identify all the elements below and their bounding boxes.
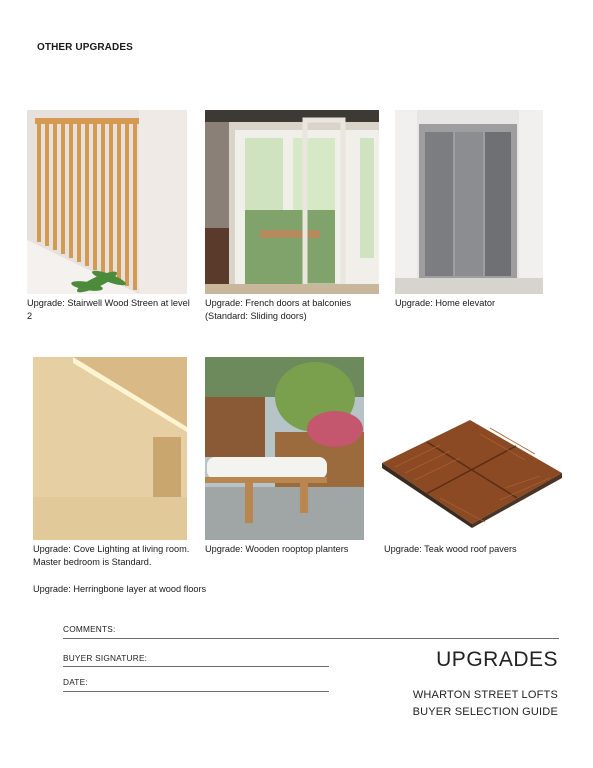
french-doors-photo	[205, 110, 379, 294]
rooftop-planters-photo	[205, 357, 364, 540]
caption-cove-lighting: Upgrade: Cove Lighting at living room. Master bedroom is Standard.	[33, 544, 190, 567]
caption-teak-pavers: Upgrade: Teak wood roof pavers	[384, 544, 517, 554]
date-label: DATE:	[63, 677, 88, 687]
comments-label: COMMENTS:	[63, 624, 116, 634]
caption-rooftop-planters: Upgrade: Wooden rooptop planters	[205, 544, 349, 554]
project-name: WHARTON STREET LOFTS	[412, 689, 558, 701]
caption-herringbone: Upgrade: Herringbone layer at wood floors	[33, 584, 207, 594]
buyer-signature-line[interactable]	[63, 666, 329, 667]
teak-pavers-photo	[380, 418, 564, 528]
date-line[interactable]	[63, 691, 329, 692]
buyer-signature-label: BUYER SIGNATURE:	[63, 653, 148, 663]
caption-stairwell: Upgrade: Stairwell Wood Streen at level 2	[27, 298, 190, 321]
caption-french-doors: Upgrade: French doors at balconies (Standard: Sliding doors)	[205, 298, 352, 321]
guide-name: BUYER SELECTION GUIDE	[412, 706, 558, 718]
home-elevator-photo	[395, 110, 543, 294]
cove-lighting-photo	[33, 357, 187, 540]
comments-line[interactable]	[63, 638, 559, 639]
section-title: UPGRADES	[436, 648, 558, 671]
page-heading: OTHER UPGRADES	[37, 42, 133, 53]
stairwell-wood-screen-photo	[27, 110, 187, 294]
caption-elevator: Upgrade: Home elevator	[395, 298, 496, 308]
